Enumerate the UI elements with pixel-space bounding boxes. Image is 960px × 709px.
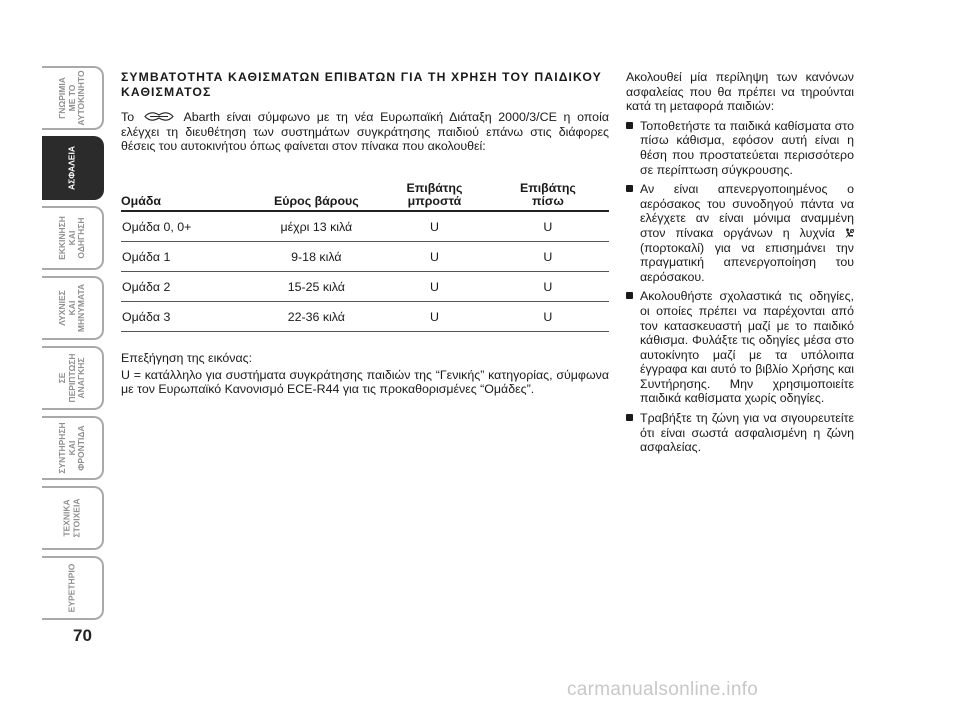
intro-before: Το	[121, 110, 135, 124]
table-row	[121, 211, 609, 242]
header-front-passenger-text: Επιβάτης μπροστά	[406, 181, 463, 208]
cell-rear: U	[487, 272, 609, 302]
tab-maintenance[interactable]	[42, 416, 104, 480]
watermark: carmanualsonline.info	[567, 679, 759, 700]
tab-label: ΕΚΚΙΝΗΣΗ ΚΑΙ ΟΔΗΓΗΣΗ	[56, 216, 86, 260]
abarth-logo-icon	[144, 111, 174, 122]
header-group: Ομάδα	[121, 194, 161, 208]
square-bullet-icon	[626, 414, 633, 421]
table-row	[121, 242, 609, 272]
header-weight-range: Εύρος βάρους	[274, 194, 359, 208]
page-number: 70	[73, 626, 92, 645]
cell-rear: U	[487, 211, 609, 242]
tab-label: ΣΥΝΤΗΡΗΣΗ ΚΑΙ ΦΡΟΝΤΙΔΑ	[56, 422, 86, 474]
header-rear-passenger-text: Επιβάτης πίσω	[519, 181, 576, 208]
tab-index[interactable]	[42, 556, 104, 620]
intro-after: Abarth είναι σύμφωνο με τη νέα Ευρωπαϊκή Διάταξη 2000/3/CE η οποία ελέγχει τη διευθέτηση των συστημάτων συγκράτησης παιδιού επάνω στις διάφορες θέσεις του αυτοκινήτου όπως φαίνεται στον πίνακα που ακολουθεί:	[121, 110, 609, 154]
tab-label: ΕΥΡΕΤΗΡΙΟ	[66, 563, 77, 613]
main-column	[121, 70, 609, 397]
rules-intro: Ακολουθεί μία περίληψη των κανόνων ασφαλείας που θα πρέπει να τηρούνται κατά τη μεταφορά παιδιών:	[626, 70, 854, 114]
airbag-off-warning-icon	[845, 228, 854, 238]
cell-weight: 15-25 κιλά	[251, 272, 383, 302]
cell-rear: U	[487, 242, 609, 272]
tab-getting-to-know[interactable]	[42, 66, 104, 130]
square-bullet-icon	[626, 292, 633, 299]
table-header-row	[121, 174, 609, 211]
list-item	[626, 289, 854, 406]
cell-front: U	[382, 242, 487, 272]
bullet-text: Αν είναι απενεργοποιημένος ο αερόσακος του συνοδηγού πάντα να ελέγχετε αν είναι μόνιμα αναμμένη στον πίνακα οργάνων η λυχνία	[640, 182, 854, 240]
header-front-passenger	[382, 174, 487, 211]
tab-starting-driving[interactable]	[42, 206, 104, 270]
table-row	[121, 272, 609, 302]
child-seat-compatibility-table	[121, 174, 609, 332]
bullet-text: Τραβήξτε τη ζώνη για να σιγουρευτείτε ότι είναι σωστά ασφαλισμένη η ζώνη ασφαλείας.	[640, 411, 854, 455]
tab-label: ΣΕ ΠΕΡΙΠΤΩΣΗ ΑΝΑΓΚΗΣ	[56, 353, 86, 403]
cell-front: U	[382, 302, 487, 332]
cell-weight: 22-36 κιλά	[251, 302, 383, 332]
tab-label: ΛΥΧΝΙΕΣ ΚΑΙ ΜΗΝΥΜΑΤΑ	[56, 283, 86, 333]
bullet-text: Τοποθετήστε τα παιδικά καθίσματα στο πίσω κάθισμα, εφόσον αυτή είναι η θέση που προστατεύεται περισσότερο σε περίπτωση σύγκρουσης.	[640, 118, 854, 177]
tab-label: ΑΣΦΑΛΕΙΑ	[66, 146, 77, 190]
cell-weight: 9-18 κιλά	[251, 242, 383, 272]
cell-group: Ομάδα 3	[121, 302, 251, 332]
cell-front: U	[382, 211, 487, 242]
bullet-text-tail: (πορτοκαλί) για να επισημάνει την πραγματική απενεργοποίηση του αερόσακου.	[640, 240, 854, 284]
legend-text: U = κατάλληλο για συστήματα συγκράτησης παιδιών της “Γενικής” κατηγορίας, σύμφωνα με τον Ευρωπαϊκό Κανονισμό ECE-R44 για τις προκαθορισμένες “Ομάδες”.	[121, 367, 609, 397]
tab-label: ΤΕΧΝΙΚΑ ΣΤΟΙΧΕΙΑ	[61, 498, 81, 538]
cell-group: Ομάδα 1	[121, 242, 251, 272]
legend-title: Επεξήγηση της εικόνας:	[121, 351, 253, 365]
cell-group: Ομάδα 2	[121, 272, 251, 302]
cell-group: Ομάδα 0, 0+	[121, 211, 251, 242]
table-row	[121, 302, 609, 332]
legend-block	[121, 351, 609, 399]
list-item	[626, 119, 854, 177]
cell-weight: μέχρι 13 κιλά	[251, 211, 383, 242]
cell-rear: U	[487, 302, 609, 332]
intro-paragraph	[121, 110, 609, 154]
tab-label: ΓΝΩΡΙΜΙΑ ΜΕ ΤΟ ΑΥΤΟΚΙΝΗΤΟ	[56, 70, 86, 126]
tab-safety[interactable]	[42, 136, 104, 200]
list-item	[626, 411, 854, 455]
tab-technical-data[interactable]	[42, 486, 104, 550]
section-title: ΣΥΜΒΑΤΟΤΗΤΑ ΚΑΘΙΣΜΑΤΩΝ ΕΠΙΒΑΤΩΝ ΓΙΑ ΤΗ ΧΡΗΣΗ ΤΟΥ ΠΑΙΔΙΚΟΥ ΚΑΘΙΣΜΑΤΟΣ	[121, 70, 602, 99]
right-column	[626, 70, 854, 460]
list-item	[626, 182, 854, 284]
square-bullet-icon	[626, 185, 633, 192]
bullet-text: Ακολουθήστε σχολαστικά τις οδηγίες, οι οποίες πρέπει να παρέχονται από τον κατασκευαστή μαζί με το παιδικό κάθισμα. Φυλάξτε τις οδηγίες μέσα στο αυτοκίνητο μαζί με τα υπόλοιπα έγγραφα και αυτό το βιβλίο Χρήσης και Συντήρησης. Μην χρησιμοποιείτε παιδικά καθίσματα χωρίς οδηγίες.	[640, 289, 854, 406]
square-bullet-icon	[626, 122, 633, 129]
tab-emergency[interactable]	[42, 346, 104, 410]
header-rear-passenger	[487, 174, 609, 211]
tab-lights-messages[interactable]	[42, 276, 104, 340]
cell-front: U	[382, 272, 487, 302]
